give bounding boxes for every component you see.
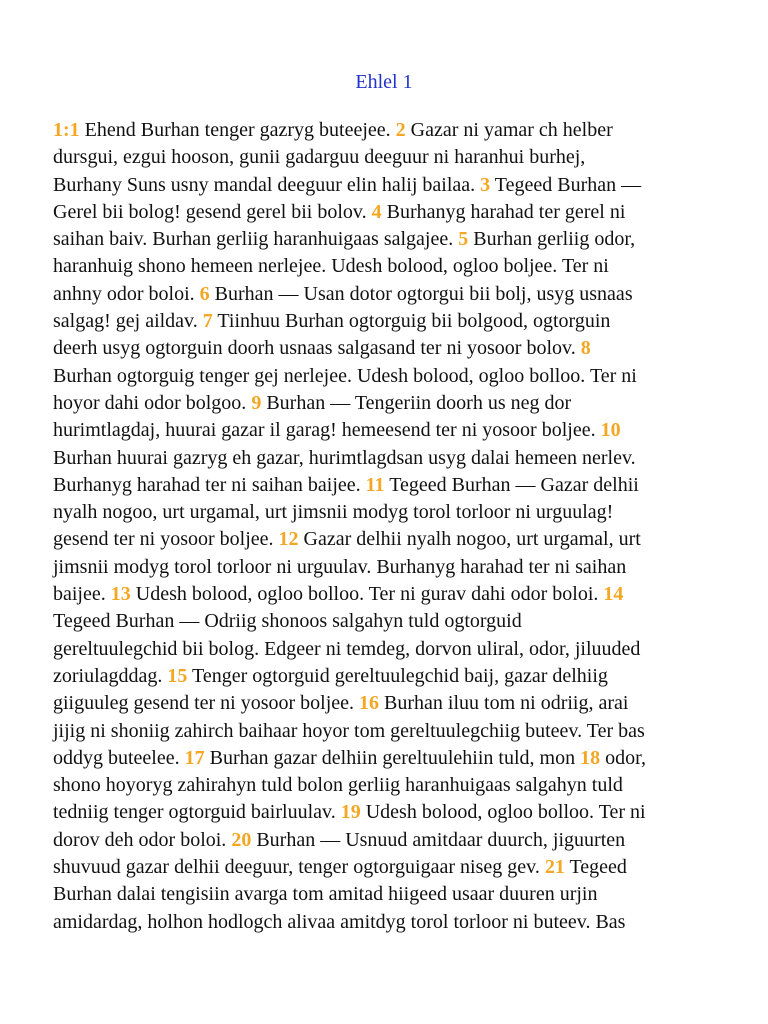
verse-text: Burhan — Usan dotor ogtorgui bii bolj, usyg usnaas [209, 282, 633, 305]
verse-number: 2 [395, 119, 406, 141]
verse-text: shuvuud gazar delhii deeguur, tenger ogtorguigaar niseg gev. [53, 856, 545, 879]
verse-text: Gazar ni yamar ch helber [405, 119, 613, 141]
verse-text: Gerel bii bolog! gesend gerel bii bolov. [53, 200, 372, 223]
verse-number: 13 [110, 583, 131, 606]
text-line [53, 499, 713, 526]
verse-number: 14 [603, 583, 624, 606]
verse-text: Burhanyg harahad ter gerel ni [381, 200, 626, 223]
verse-text: odor, [600, 746, 646, 769]
verse-text: amidardag, holhon hodlogch alivaa amitdyg torol torloor ni buteev. Bas [53, 910, 626, 933]
verse-text: zoriulagddag. [53, 664, 168, 687]
verse-text: salgag! gej aildav. [53, 310, 203, 333]
verse-text: Burhan dalai tengisiin avarga tom amitad hiigeed usaar duuren urjin [53, 883, 598, 906]
verse-text: Tegeed Burhan — Odriig shonoos salgahyn tuld ogtorguid [53, 610, 522, 633]
verse-text: tedniig tenger ogtorguid bairluulav. [53, 801, 341, 824]
scripture-text [53, 117, 713, 936]
verse-number: 15 [167, 664, 188, 687]
verse-text: Udesh bolood, ogloo bolloo. Ter ni [360, 801, 646, 824]
text-line [53, 144, 713, 171]
verse-number: 1:1 [53, 119, 80, 141]
verse-text: hurimtlagdaj, huurai gazar il garag! hemeesend ter ni yosoor boljee. [53, 419, 601, 442]
verse-text: dursgui, ezgui hooson, gunii gadarguu deeguur ni haranhui burhej, [53, 146, 586, 169]
verse-text: Burhan — Usnuud amitdaar duurch, jiguurten [251, 828, 626, 851]
verse-text: Tegeed Burhan — Gazar delhii [384, 473, 639, 496]
verse-text: dorov deh odor boloi. [53, 828, 232, 851]
verse-text: jijig ni shoniig zahirch baihaar hoyor tom gereltuulegchiig buteev. Ter bas [53, 719, 645, 742]
verse-number: 19 [340, 801, 361, 824]
text-line [53, 745, 713, 772]
verse-text: Tegeed [564, 856, 627, 879]
text-line [53, 581, 713, 608]
verse-text: haranhuig shono hemeen nerlejee. Udesh bolood, ogloo boljee. Ter ni [53, 255, 609, 278]
text-line [53, 526, 713, 553]
text-line [53, 554, 713, 581]
text-line [53, 363, 713, 390]
verse-number: 18 [580, 746, 601, 769]
text-line [53, 690, 713, 717]
verse-text: Burhan iluu tom ni odriig, arai [379, 692, 629, 715]
verse-number: 7 [202, 310, 213, 333]
text-line [53, 308, 713, 335]
verse-number: 21 [544, 856, 565, 879]
text-line [53, 335, 713, 362]
text-line [53, 445, 713, 472]
text-line [53, 799, 713, 826]
verse-text: nyalh nogoo, urt urgamal, urt jimsnii modyg torol torloor ni urguulag! [53, 501, 614, 524]
text-line [53, 117, 713, 144]
text-line [53, 772, 713, 799]
verse-text: Tegeed Burhan — [490, 173, 642, 196]
verse-text: giiguuleg gesend ter ni yosoor boljee. [53, 692, 360, 715]
text-line [53, 608, 713, 635]
verse-text: Burhan huurai gazryg eh gazar, hurimtlagdsan usyg dalai hemeen nerlev. [53, 446, 636, 469]
verse-number: 6 [199, 282, 210, 305]
text-line [53, 827, 713, 854]
verse-text: gesend ter ni yosoor boljee. [53, 528, 279, 551]
verse-text: baijee. [53, 583, 111, 606]
text-line [53, 253, 713, 280]
text-line [53, 909, 713, 936]
verse-number: 8 [580, 337, 591, 360]
verse-number: 9 [251, 391, 262, 414]
verse-text: oddyg buteelee. [53, 746, 185, 769]
verse-number: 16 [359, 692, 380, 715]
verse-text: hoyor dahi odor bolgoo. [53, 391, 252, 414]
verse-text: Burhan gerliig odor, [468, 228, 636, 251]
chapter-title: Ehlel 1 [355, 71, 413, 93]
text-line [53, 472, 713, 499]
verse-text: anhny odor boloi. [53, 282, 200, 305]
text-line [53, 199, 713, 226]
text-line [53, 881, 713, 908]
verse-number: 10 [600, 419, 621, 442]
text-line [53, 281, 713, 308]
verse-text: Udesh bolood, ogloo bolloo. Ter ni gurav dahi odor boloi. [130, 583, 604, 606]
verse-text: Burhan gazar delhiin gereltuulehiin tuld, mon [204, 746, 581, 769]
text-line [53, 172, 713, 199]
text-line [53, 718, 713, 745]
verse-text: Gazar delhii nyalh nogoo, urt urgamal, urt [298, 528, 641, 551]
verse-text: Burhan ogtorguig tenger gej nerlejee. Udesh bolood, ogloo bolloo. Ter ni [53, 364, 637, 387]
text-line [53, 854, 713, 881]
verse-text: Burhan — Tengeriin doorh us neg dor [261, 391, 572, 414]
verse-text: Burhanyg harahad ter ni saihan baijee. [53, 473, 366, 496]
verse-text: Burhany Suns usny mandal deeguur elin halij bailaa. [53, 173, 481, 196]
verse-number: 4 [371, 200, 382, 223]
verse-number: 3 [480, 173, 491, 196]
text-line [53, 417, 713, 444]
verse-text: Ehend Burhan tenger gazryg buteejee. [79, 119, 396, 141]
verse-number: 20 [231, 828, 252, 851]
verse-text: Tenger ogtorguid gereltuulegchid baij, gazar delhiig [187, 664, 608, 687]
text-line [53, 663, 713, 690]
verse-text: gereltuulegchid bii bolog. Edgeer ni temdeg, dorvon uliral, odor, jiluuded [53, 637, 641, 660]
verse-number: 11 [365, 473, 385, 496]
verse-text: Tiinhuu Burhan ogtorguig bii bolgood, ogtorguin [212, 310, 611, 333]
verse-text: deerh usyg ogtorguin doorh usnaas salgasand ter ni yosoor bolov. [53, 337, 581, 360]
text-line [53, 390, 713, 417]
verse-text: saihan baiv. Burhan gerliig haranhuigaas salgajee. [53, 228, 459, 251]
text-line [53, 226, 713, 253]
text-line [53, 636, 713, 663]
verse-number: 5 [458, 228, 469, 251]
verse-number: 17 [184, 746, 205, 769]
verse-text: jimsnii modyg torol torloor ni urguulav. Burhanyg harahad ter ni saihan [53, 555, 627, 578]
verse-text: shono hoyoryg zahirahyn tuld bolon gerliig haranhuigaas salgahyn tuld [53, 774, 623, 797]
verse-number: 12 [278, 528, 299, 551]
